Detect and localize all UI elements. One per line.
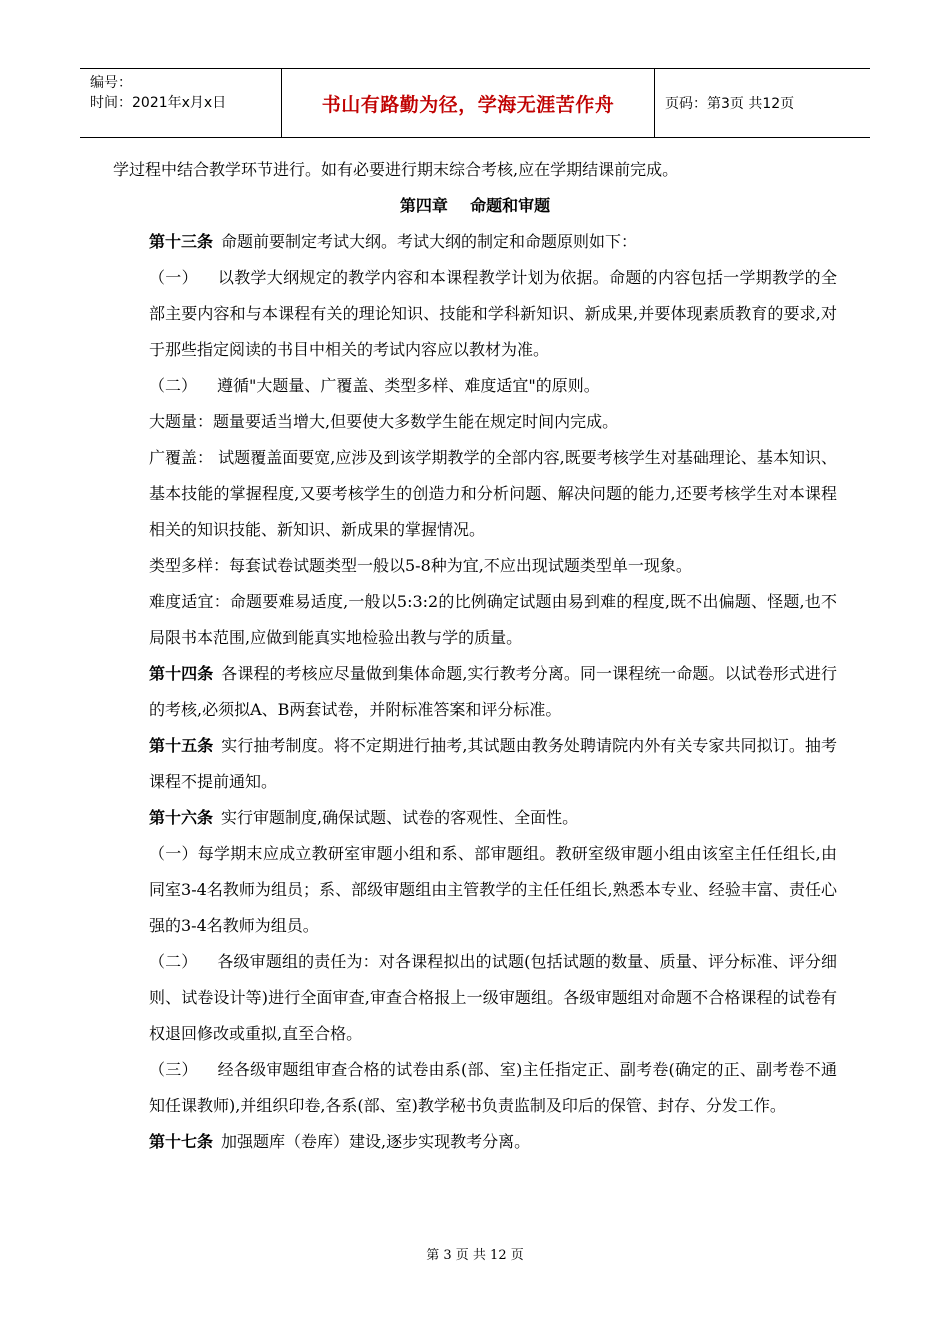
principle-big: 大题量：题量要适当增大,但要使大多数学生能在规定时间内完成。 xyxy=(149,412,619,431)
item-2-text: 遵循"大题量、广覆盖、类型多样、难度适宜"的原则。 xyxy=(217,376,600,395)
article-13 xyxy=(113,224,837,260)
item-1-text: 以教学大纲规定的教学内容和本课程教学计划为依据。命题的内容包括一学期教学的全部主要内容和与本课程有关的理论知识、技能和学科新知识、新成果,并要体现素质教育的要求,对于那些指定阅读的书目中相关的考试内容应以教材为准。 xyxy=(149,268,837,359)
article-16 xyxy=(113,800,837,836)
article-15-title: 第十五条 xyxy=(149,736,214,755)
article-13-title: 第十三条 xyxy=(149,232,214,251)
principle-types: 类型多样：每套试卷试题类型一般以5-8种为宜,不应出现试题类型单一现象。 xyxy=(149,556,692,575)
article-14 xyxy=(113,656,837,728)
section-2-label: （二） xyxy=(149,952,198,971)
article-17 xyxy=(113,1124,837,1160)
article-14-title: 第十四条 xyxy=(149,664,214,683)
item-1 xyxy=(113,260,837,368)
principle-wide: 广覆盖： 试题覆盖面要宽,应涉及到该学期教学的全部内容,既要考核学生对基础理论、基本知识、基本技能的掌握程度,又要考核学生的创造力和分析问题、解决问题的能力,还要考核学生对本课程相关的知识技能、新知识、新成果的掌握情况。 xyxy=(149,448,837,539)
section-3-label: （三） xyxy=(149,1060,198,1079)
article-16-text: 实行审题制度,确保试题、试卷的客观性、全面性。 xyxy=(221,808,579,827)
article-17-text: 加强题库（卷库）建设,逐步实现教考分离。 xyxy=(221,1132,531,1151)
time-label: 时间：2021年x月x日 xyxy=(90,95,227,111)
section-2-text: 各级审题组的责任为：对各课程拟出的试题(包括试题的数量、质量、评分标准、评分细则、试卷设计等)进行全面审查,审查合格报上一级审题组。各级审题组对命题不合格课程的试卷有权退回修改或重拟,直至合格。 xyxy=(149,952,837,1043)
page-header xyxy=(80,68,870,138)
article-15 xyxy=(113,728,837,800)
article-15-text: 实行抽考制度。将不定期进行抽考,其试题由教务处聘请院内外有关专家共同拟订。抽考课程不提前通知。 xyxy=(149,736,837,791)
chapter-title: 第四章 命题和审题 xyxy=(399,196,551,215)
paragraph-continued: 学过程中结合教学环节进行。如有必要进行期末综合考核,应在学期结课前完成。 xyxy=(113,160,679,179)
article-13-text: 命题前要制定考试大纲。考试大纲的制定和命题原则如下： xyxy=(221,232,638,251)
header-motto: 书山有路勤为径，学海无涯苦作舟 xyxy=(282,69,655,137)
section-2 xyxy=(113,944,837,1052)
header-page-info: 页码：第3页 共12页 xyxy=(665,96,795,112)
header-meta xyxy=(80,69,282,137)
document-body xyxy=(113,152,837,1160)
number-label: 编号： xyxy=(90,75,132,91)
section-3 xyxy=(113,1052,837,1124)
item-1-label: （一） xyxy=(149,268,198,287)
article-17-title: 第十七条 xyxy=(149,1132,214,1151)
section-3-text: 经各级审题组审查合格的试卷由系(部、室)主任指定正、副考卷(确定的正、副考卷不通知任课教师),并组织印卷,各系(部、室)教学秘书负责监制及印后的保管、封存、分发工作。 xyxy=(149,1060,837,1115)
item-2-label: （二） xyxy=(149,376,198,395)
article-14-text: 各课程的考核应尽量做到集体命题,实行教考分离。同一课程统一命题。以试卷形式进行的考核,必须拟A、B两套试卷，并附标准答案和评分标准。 xyxy=(149,664,837,719)
principle-difficulty: 难度适宜：命题要难易适度,一般以5:3:2的比例确定试题由易到难的程度,既不出偏题、怪题,也不局限书本范围,应做到能真实地检验出教与学的质量。 xyxy=(149,592,837,647)
item-2 xyxy=(113,368,837,404)
section-1: （一）每学期末应成立教研室审题小组和系、部审题组。教研室级审题小组由该室主任任组长,由同室3-4名教师为组员；系、部级审题组由主管教学的主任任组长,熟悉本专业、经验丰富、责任心强的3-4名教师为组员。 xyxy=(149,844,837,935)
page-footer: 第 3 页 共 12 页 xyxy=(426,1248,524,1263)
article-16-title: 第十六条 xyxy=(149,808,214,827)
